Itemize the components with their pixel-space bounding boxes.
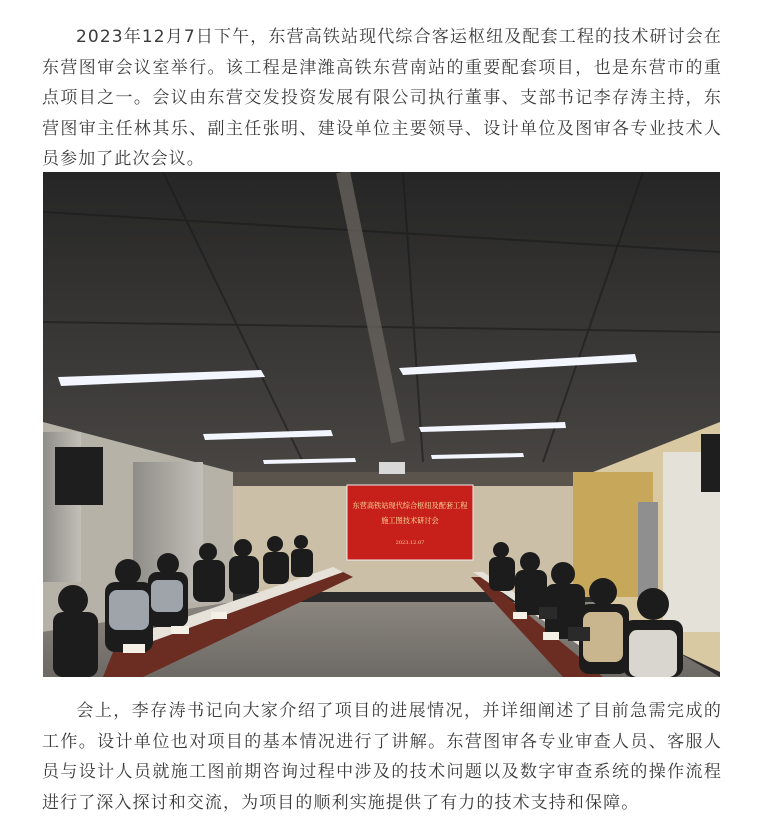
screen-date: 2023.12.07 bbox=[395, 540, 425, 546]
screen-subtitle: 施工图技术研讨会 bbox=[381, 516, 439, 525]
meeting-photo bbox=[43, 172, 720, 677]
screen-title: 东营高铁站现代综合枢纽及配套工程 bbox=[352, 501, 468, 510]
meeting-room-illustration bbox=[43, 172, 720, 677]
paragraph-intro: 2023年12月7日下午，东营高铁站现代综合客运枢纽及配套工程的技术研讨会在东营图审会议室举行。该工程是津潍高铁东营南站的重要配套项目，也是东营市的重点项目之一。会议由东营交发投资发展有限公司执行董事、支部书记李存涛主持，东营图审主任林其乐、副主任张明、建设单位主要领导、设计单位及图审各专业技术人员参加了此次会议。 bbox=[42, 27, 722, 169]
paragraph-discussion: 会上，李存涛书记向大家介绍了项目的进展情况，并详细阐述了目前急需完成的工作。设计单位也对项目的基本情况进行了讲解。东营图审各专业审查人员、客服人员与设计人员就施工图前期咨询过程中涉及的技术问题以及数字审查系统的操作流程进行了深入探讨和交流，为项目的顺利实施提供了有力的技术支持和保障。 bbox=[42, 701, 722, 813]
